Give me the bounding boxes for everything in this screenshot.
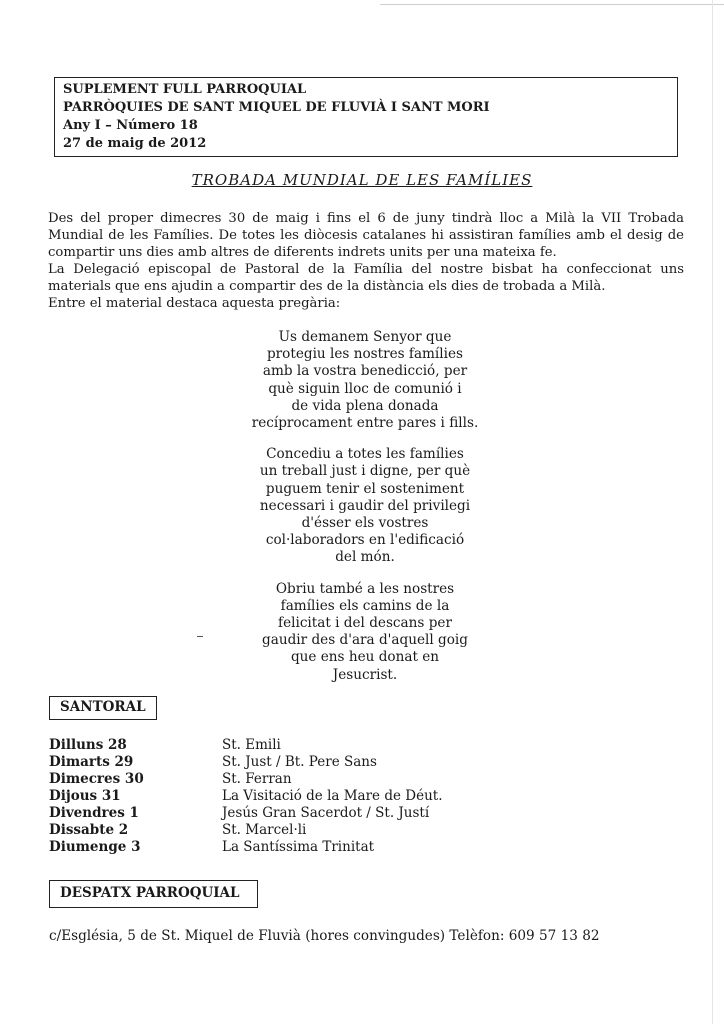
santoral-heading: SANTORAL <box>49 696 157 720</box>
masthead-line-publication: SUPLEMENT FULL PARROQUIAL <box>63 82 307 97</box>
prayer-line: puguem tenir el sosteniment <box>265 480 465 497</box>
intro-paragraph: La Delegació episcopal de Pastoral de la Família del nostre bisbat ha confeccionat uns materials que ens ajudin a compartir des de la distància els dies de trobada a Milà. <box>48 262 684 294</box>
prayer-line: d'ésser els vostres <box>301 515 429 532</box>
article-intro <box>48 210 684 312</box>
santoral-saint: St. Emili <box>222 737 281 753</box>
santoral-saint: Jesús Gran Sacerdot / St. Justí <box>222 805 430 821</box>
prayer-line: col·laboradors en l'edificació <box>265 532 465 549</box>
prayer-line: que ens heu donat en <box>290 649 440 666</box>
santoral-day: Dissabte 2 <box>49 822 129 838</box>
santoral-day: Dimarts 29 <box>49 754 134 770</box>
intro-paragraph: Des del proper dimecres 30 de maig i fins el 6 de juny tindrà lloc a Milà la VII Trobada Mundial de les Famílies. De totes les diòcesis catalanes hi assistiran famílies amb el desig de compartir uns dies amb altres de diferents indrets units per una mateixa fe. <box>48 211 684 260</box>
prayer-line: necessari i gaudir del privilegi <box>259 497 471 514</box>
santoral-day: Diumenge 3 <box>49 839 141 855</box>
prayer-line: amb la vostra benedicció, per <box>262 363 468 380</box>
santoral-saint: St. Just / Bt. Pere Sans <box>222 754 377 770</box>
santoral-day: Divendres 1 <box>49 805 139 821</box>
prayer-line: Concediu a totes les famílies <box>266 446 464 463</box>
prayer <box>210 329 520 698</box>
prayer-stanza <box>210 581 520 684</box>
prayer-line: del món. <box>335 549 395 566</box>
santoral-saints <box>222 737 682 856</box>
prayer-line: Obriu també a les nostres <box>275 580 455 597</box>
santoral-day: Dimecres 30 <box>49 771 144 787</box>
article-title: TROBADA MUNDIAL DE LES FAMÍLIES <box>191 171 533 189</box>
prayer-line: un treball just i digne, per què <box>259 463 471 480</box>
prayer-stanza <box>210 446 520 566</box>
santoral-day: Dilluns 28 <box>49 737 127 753</box>
masthead-box <box>54 77 678 157</box>
santoral-saint: La Santíssima Trinitat <box>222 839 375 855</box>
scan-speck <box>197 636 203 637</box>
santoral-days <box>49 737 219 856</box>
prayer-line: Us demanem Senyor que <box>278 329 452 345</box>
masthead-line-issue: Any I – Número 18 <box>63 118 198 133</box>
prayer-line: de vida plena donada <box>291 397 439 414</box>
prayer-line: Jesucrist. <box>332 666 398 683</box>
prayer-line: famílies els camins de la <box>280 597 450 614</box>
prayer-line: protegiu les nostres famílies <box>266 346 463 363</box>
intro-paragraph: Entre el material destaca aquesta pregària: <box>48 296 341 311</box>
santoral-saint: St. Marcel·li <box>222 822 307 838</box>
prayer-line: gaudir des d'ara d'aquell goig <box>262 632 468 649</box>
prayer-line: recíprocament entre pares i fills. <box>251 415 479 432</box>
scan-edge-line <box>380 4 724 5</box>
despatx-heading: DESPATX PARROQUIAL <box>49 880 258 908</box>
scan-edge-line-right <box>712 0 713 1024</box>
santoral-day: Dijous 31 <box>49 788 121 804</box>
prayer-line: què siguin lloc de comunió i <box>268 380 462 397</box>
santoral-saint: St. Ferran <box>222 771 292 787</box>
masthead-line-date: 27 de maig de 2012 <box>63 136 207 151</box>
masthead-line-parishes: PARRÒQUIES DE SANT MIQUEL DE FLUVIÀ I SANT MORI <box>63 100 490 115</box>
prayer-stanza <box>210 329 520 432</box>
santoral-saint: La Visitació de la Mare de Déut. <box>222 788 443 804</box>
parish-office-contact: c/Església, 5 de St. Miquel de Fluvià (hores convingudes) Telèfon: 609 57 13 82 <box>49 928 600 944</box>
prayer-line: felicitat i del descans per <box>278 615 452 632</box>
